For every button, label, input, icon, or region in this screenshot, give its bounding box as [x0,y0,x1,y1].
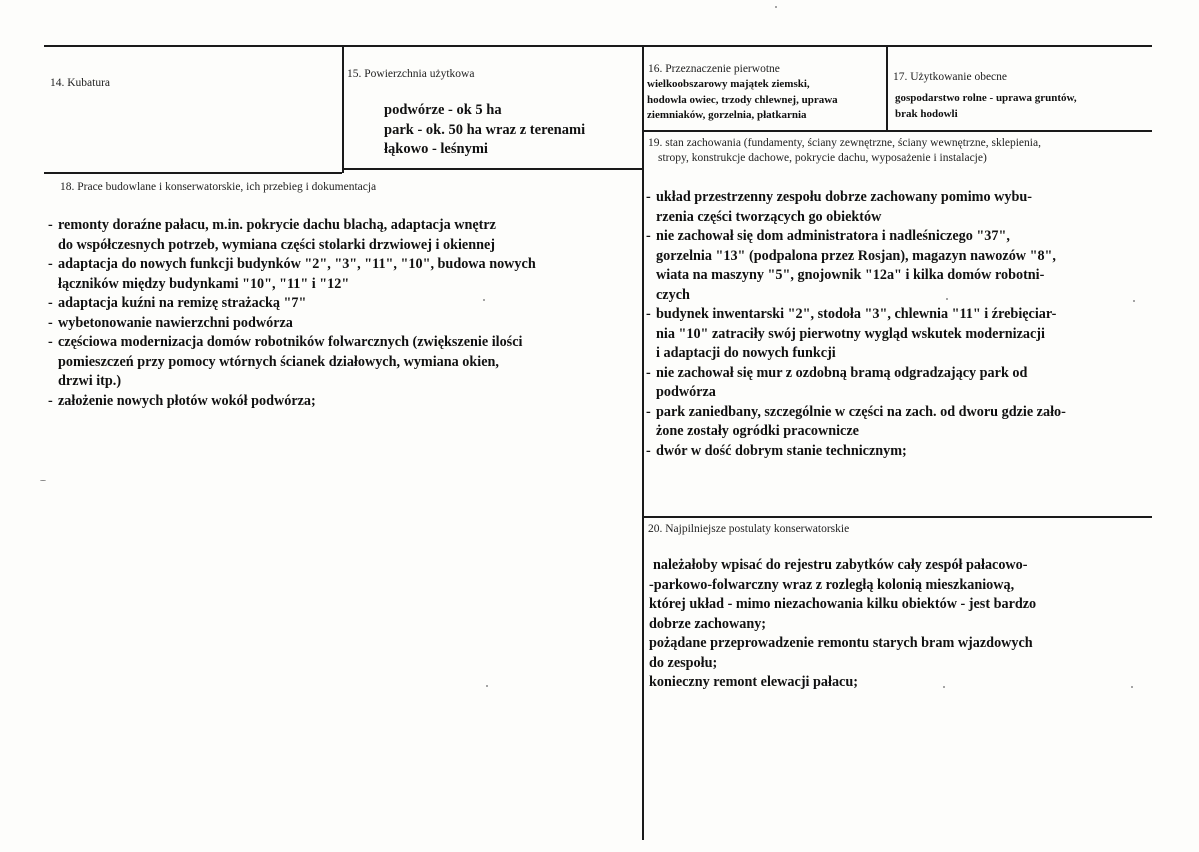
list-line: pomieszczeń przy pomocy wtórnych ścianek działowych, wymiana okien, [58,353,499,370]
list-line: wiata na maszyny "5", gnojownik "12a" i kilka domów robotni- [656,267,1045,283]
field-17-line: gospodarstwo rolne - uprawa gruntów, [895,92,1077,104]
col-divider-14-15 [342,45,344,173]
top-rule [44,45,1152,47]
field-20-line: należałoby wpisać do rejestru zabytków cały zespół pałacowo- [653,557,1028,573]
scan-speck [775,6,777,8]
rule-20-top [642,516,1152,518]
list-line: wybetonowanie nawierzchni podwórza [58,314,293,331]
list-line: łączników między budynkami "10", "11" i "12" [58,275,350,292]
field-20-line: -parkowo-folwarczny wraz z rozległą kolonią mieszkaniową, [649,576,1015,593]
field-19-label-line: 19. stan zachowania (fundamenty, ściany zewnętrzne, ściany wewnętrzne, sklepienia, [648,137,1041,149]
field-20-label: 20. Najpilniejsze postulaty konserwatorskie [648,523,850,535]
list-item: - dwór w dość dobrym stanie technicznym; [646,442,1150,462]
scan-speck [40,480,46,481]
field-20-line: której układ - mimo niezachowania kilku obiektów - jest bardzo [649,596,1037,612]
field-15-value [384,101,639,160]
field-17-value [895,91,1150,122]
list-line: drzwi itp.) [58,373,122,389]
list-item: - nie zachował się mur z ozdobną bramą odgradzający park od podwórza [646,364,1150,403]
field-18-list [48,216,641,411]
field-19-label [648,136,1148,166]
list-item: - budynek inwentarski "2", stodoła "3", chlewnia "11" i źrebięciar- nia "10" zatraciły swój pierwotny wygląd wskutek modernizacji i adaptacji do nowych funkcji [646,305,1150,364]
list-line: park zaniedbany, szczególnie w części na zach. od dworu gdzie zało- [656,403,1066,420]
field-18-label: 18. Prace budowlane i konserwatorskie, ich przebieg i dokumentacja [60,181,377,193]
field-14-label: 14. Kubatura [50,77,111,89]
list-item: - założenie nowych płotów wokół podwórza; [48,392,641,412]
scan-speck [1133,300,1135,302]
field-15-line: podwórze - ok 5 ha [384,102,502,118]
field-20-value [649,556,1149,693]
list-line: budynek inwentarski "2", stodoła "3", chlewnia "11" i źrebięciar- [656,306,1057,322]
field-19-label-line: stropy, konstrukcje dachowe, pokrycie dachu, wyposażenie i instalacje) [658,152,987,164]
scan-speck [946,298,948,300]
list-line: gorzelnia "13" (podpalona przez Rosjan), magazyn nawozów "8", [656,247,1056,264]
field-20-line: pożądane przeprowadzenie remontu starych bram wjazdowych [649,635,1033,651]
list-item: - adaptacja do nowych funkcji budynków "2", "3", "11", "10", budowa nowych łączników między budynkami "10", "11" i "12" [48,255,641,294]
scan-speck [1131,686,1133,688]
list-line: adaptacja do nowych funkcji budynków "2", "3", "11", "10", budowa nowych [58,256,536,272]
rule-15-bottom [342,168,642,170]
list-item: - układ przestrzenny zespołu dobrze zachowany pomimo wybu- rzenia części tworzących go obiektów [646,188,1150,227]
list-line: do współczesnych potrzeb, wymiana części stolarki drzwiowej i okiennej [58,236,496,253]
field-15-line: park - ok. 50 ha wraz z terenami [384,121,586,138]
field-19-list [646,188,1150,461]
list-item: - adaptacja kuźni na remizę strażacką "7" [48,294,641,314]
col-divider-main [642,45,644,840]
list-item: - wybetonowanie nawierzchni podwórza [48,314,641,334]
list-line: podwórza [656,384,716,400]
list-line: dwór w dość dobrym stanie technicznym; [656,442,907,459]
list-item: - nie zachował się dom administratora i nadleśniczego "37", gorzelnia "13" (podpalona przez Rosjan), magazyn nawozów "8", wiata na maszyny "5", gnojownik "12a" i kilka domów robotni- czych [646,227,1150,305]
field-16-line: ziemniaków, gorzelnia, płatkarnia [647,109,807,121]
field-16-label: 16. Przeznaczenie pierwotne [648,63,780,75]
field-17-line: brak hodowli [895,107,958,120]
field-16-line: hodowla owiec, trzody chlewnej, uprawa [647,93,838,106]
field-20-line: dobrze zachowany; [649,615,767,632]
list-line: żone zostały ogródki pracownicze [656,423,859,439]
list-item: - częściowa modernizacja domów robotników folwarcznych (zwiększenie ilości pomieszczeń przy pomocy wtórnych ścianek działowych, wymiana okien, drzwi itp.) [48,333,641,392]
rule-18-top [44,172,342,174]
list-line: częściowa modernizacja domów robotników folwarcznych (zwiększenie ilości [58,334,523,350]
list-line: remonty doraźne pałacu, m.in. pokrycie dachu blachą, adaptacja wnętrz [58,217,496,233]
scan-speck [486,685,488,687]
field-20-line: konieczny remont elewacji pałacu; [649,674,858,690]
list-line: założenie nowych płotów wokół podwórza; [58,392,316,409]
field-15-label: 15. Powierzchnia użytkowa [347,68,475,80]
list-line: nia "10" zatraciły swój pierwotny wygląd wskutek modernizacji [656,325,1045,342]
list-line: układ przestrzenny zespołu dobrze zachowany pomimo wybu- [656,189,1032,205]
list-line: adaptacja kuźni na remizę strażacką "7" [58,295,307,311]
field-17-label: 17. Użytkowanie obecne [893,71,1008,83]
list-line: nie zachował się dom administratora i nadleśniczego "37", [656,228,1010,244]
rule-16-17-bottom [642,130,1152,132]
list-line: nie zachował się mur z ozdobną bramą odgradzający park od [656,364,1028,381]
field-16-value [647,77,885,124]
field-15-line: łąkowo - leśnymi [384,141,488,157]
list-line: czych [656,286,690,303]
list-item: - remonty doraźne pałacu, m.in. pokrycie dachu blachą, adaptacja wnętrz do współczesnych potrzeb, wymiana części stolarki drzwiowej i okiennej [48,216,641,255]
field-20-line: do zespołu; [649,654,718,671]
scan-speck [943,686,945,688]
list-line: i adaptacji do nowych funkcji [656,345,836,361]
list-item: - park zaniedbany, szczególnie w części na zach. od dworu gdzie zało- żone zostały ogródki pracownicze [646,403,1150,442]
list-line: rzenia części tworzących go obiektów [656,208,882,225]
col-divider-16-17 [886,45,888,131]
scan-speck [483,299,485,301]
field-16-line: wielkoobszarowy majątek ziemski, [647,78,810,90]
